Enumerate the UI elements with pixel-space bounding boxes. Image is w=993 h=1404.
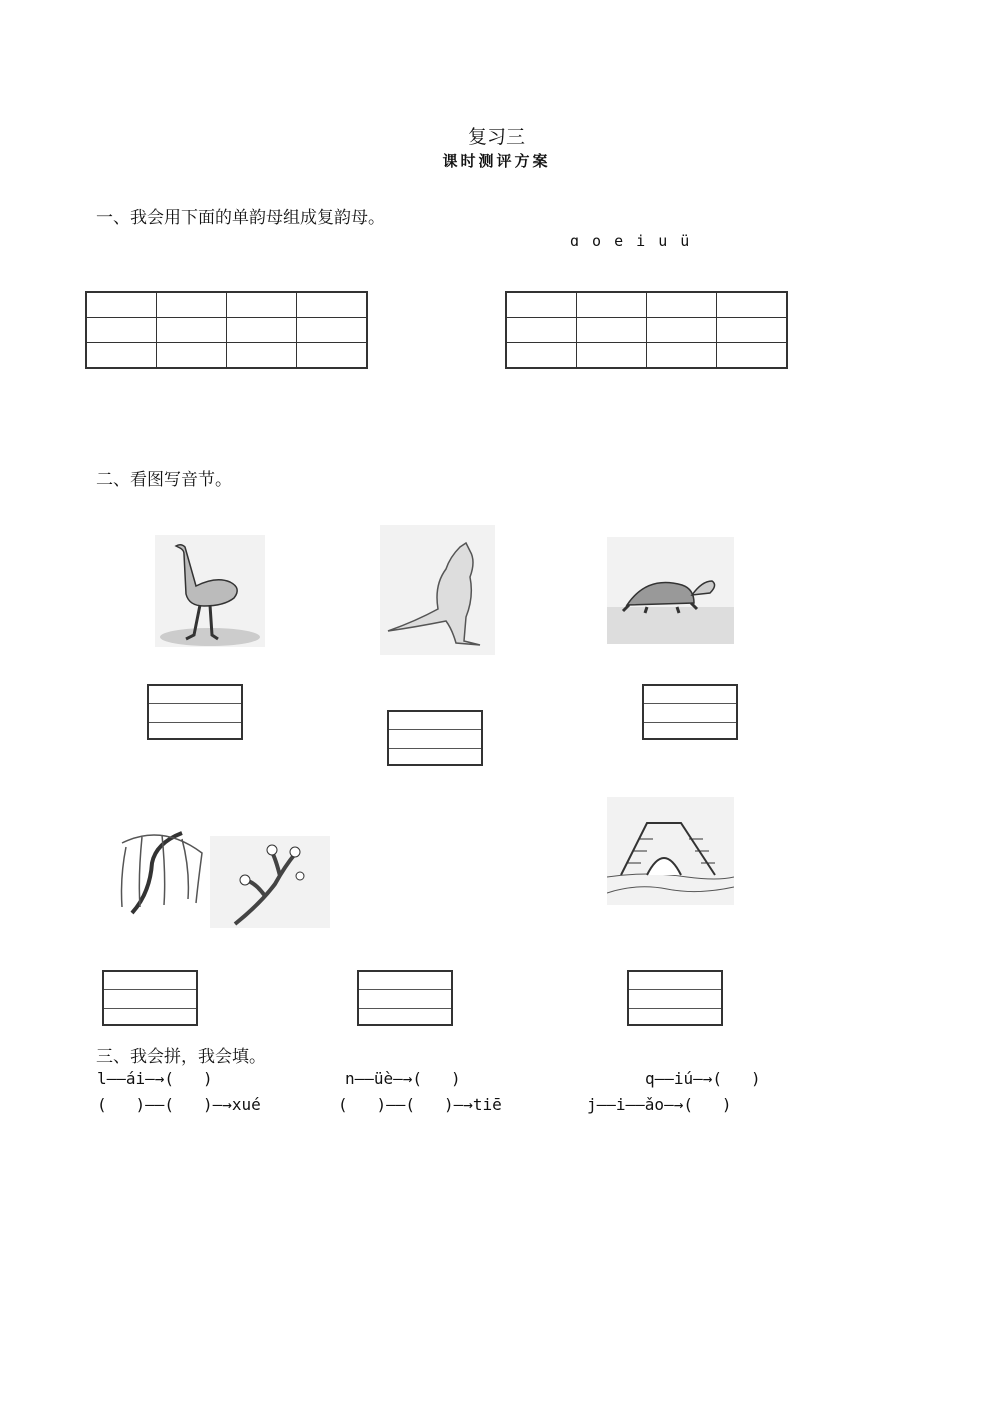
syllable-box-tortoise[interactable] (642, 684, 738, 740)
section1-heading: 一、我会用下面的单韵母组成复韵母。 (96, 208, 385, 228)
bridge-picture (607, 797, 734, 905)
writing-grid-left[interactable] (85, 291, 368, 369)
spelling-exercise-5: ( )——( )—→tiē (338, 1095, 502, 1114)
syllable-box-kangaroo[interactable] (387, 710, 483, 766)
section2-heading: 二、看图写音节。 (96, 470, 232, 490)
spelling-exercise-3: q——iú—→( ) (645, 1069, 761, 1088)
writing-grid-right[interactable] (505, 291, 788, 369)
syllable-box-plum[interactable] (357, 970, 453, 1026)
vowel-letters: ɑ o e i u ü (570, 232, 692, 250)
page-subtitle: 课时测评方案 (442, 152, 551, 170)
syllable-box-ostrich[interactable] (147, 684, 243, 740)
spelling-exercise-2: n——üè—→( ) (345, 1069, 461, 1088)
spelling-exercise-4: ( )——( )—→xué (97, 1095, 261, 1114)
spelling-exercise-6: j——i——ǎo—→( ) (587, 1095, 732, 1114)
kangaroo-picture (380, 525, 495, 655)
tortoise-picture (607, 537, 734, 644)
page-title: 复习三 (467, 126, 525, 148)
section3-heading: 三、我会拼，我会填。 (96, 1047, 266, 1067)
plum-blossom-picture (210, 836, 330, 928)
syllable-box-willow[interactable] (102, 970, 198, 1026)
willow-picture (112, 823, 208, 920)
spelling-exercise-1: l——ái—→( ) (97, 1069, 213, 1088)
syllable-box-bridge[interactable] (627, 970, 723, 1026)
ostrich-picture (155, 535, 265, 647)
